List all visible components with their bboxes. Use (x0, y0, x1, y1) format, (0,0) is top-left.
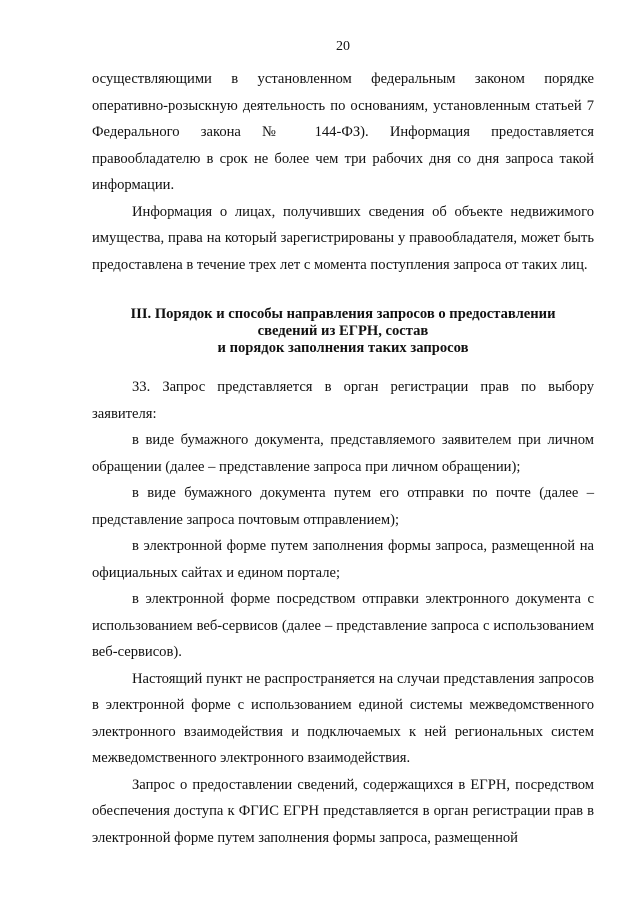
paragraph-information-about-persons: Информация о лицах, получивших сведения об объекте недвижимого имущества, права на который зарегистрированы у правообладателя, может быть предоставлена в течение трех лет с момента поступления запроса от таких лиц. (92, 203, 594, 273)
section-heading-line-2: сведений из ЕГРН, состав (257, 323, 429, 339)
page-number: 20 (336, 39, 350, 54)
paragraph-electronic-web-services: в электронной форме посредством отправки электронного документа с использованием веб-сервисов (далее – представление запроса с использованием веб-сервисов). (92, 591, 594, 660)
paragraph-item-33: 33. Запрос представляется в орган регистрации прав по выбору заявителя: (92, 379, 594, 422)
section-heading-line-3: и порядок заполнения таких запросов (217, 340, 469, 356)
paragraph-paper-mail: в виде бумажного документа путем его отправки по почте (далее – представление запроса почтовым отправлением); (92, 485, 594, 528)
document-page (92, 38, 594, 851)
paragraph-continuation: осуществляющими в установленном федеральным законом порядке оперативно-розыскную деятельность по основаниям, установленным статьей 7 Федерального закона № 144-ФЗ). Информация предоставляется правообладателю в срок не более чем три рабочих дня со дня запроса такой информации. (92, 71, 594, 193)
paragraph-exception: Настоящий пункт не распространяется на случаи представления запросов в электронной форме с использованием единой системы межведомственного электронного взаимодействия и подключаемых к ней региональных систем межведомственного электронного взаимодействия. (92, 670, 594, 766)
paragraph-electronic-form: в электронной форме путем заполнения формы запроса, размещенной на официальных сайтах и едином портале; (92, 538, 594, 581)
paragraph-paper-personal: в виде бумажного документа, представляемого заявителем при личном обращении (далее – представление запроса при личном обращении); (92, 432, 594, 475)
section-heading (92, 306, 594, 357)
section-heading-line-1: III. Порядок и способы направления запросов о предоставлении (130, 306, 556, 322)
paragraph-fgis-access: Запрос о предоставлении сведений, содержащихся в ЕГРН, посредством обеспечения доступа к ФГИС ЕГРН представляется в орган регистрации прав в электронной форме путем заполнения формы запроса, размещенной (92, 776, 594, 846)
